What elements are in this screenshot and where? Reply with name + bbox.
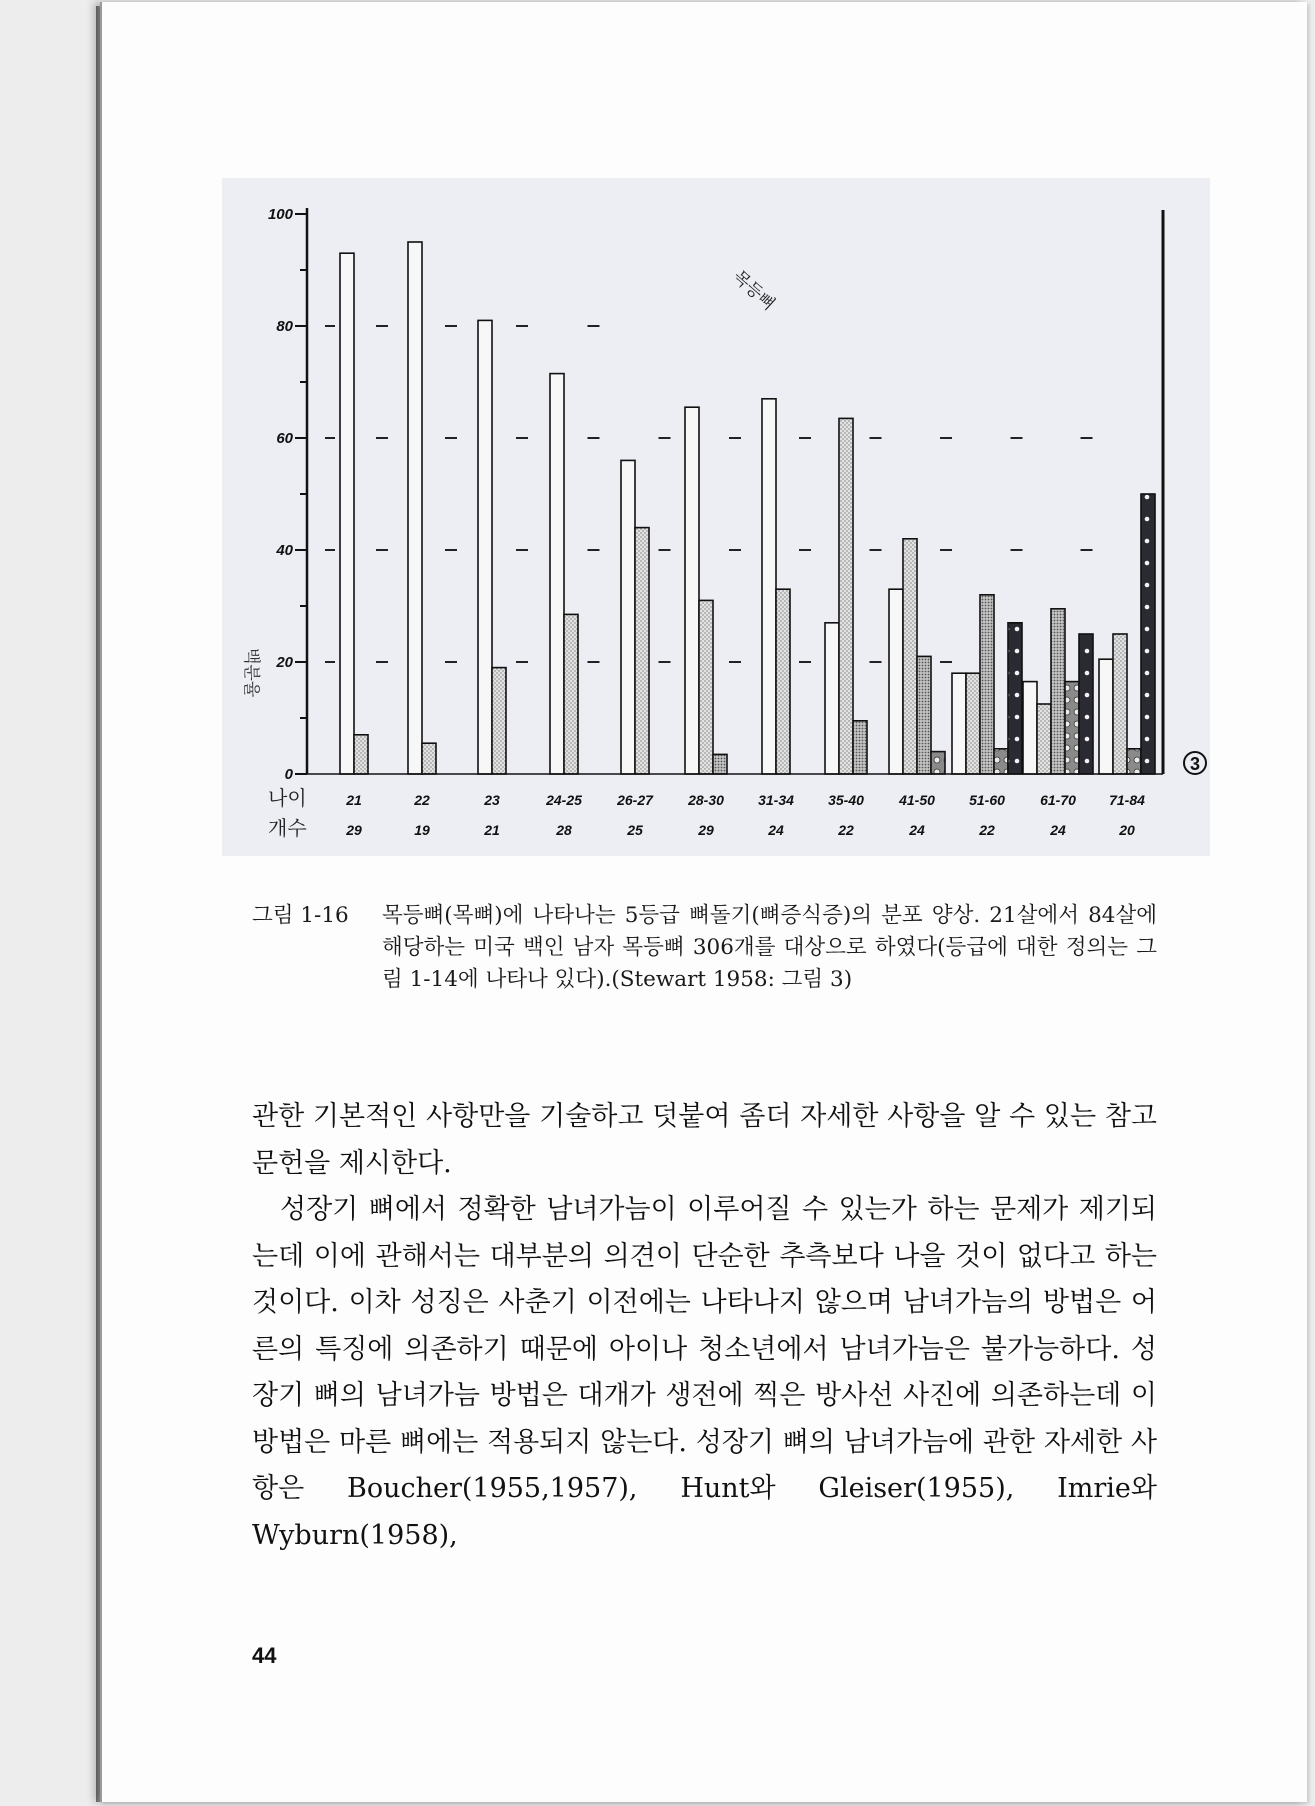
chart-vertical-label: 백분율 xyxy=(241,648,261,698)
bar-grade-4 xyxy=(1079,634,1093,774)
paragraph-2: 성장기 뼈에서 정확한 남녀가늠이 이루어질 수 있는가 하는 문제가 제기되는데 이에 관해서는 대부분의 의견이 단순한 추측보다 나을 것이 없다고 하는 것이다. 이차 성징은 사춘기 이전에는 나타나지 않으며 남녀가늠의 방법은 어른의 특징에 의존하기 때문에 아이나 청소년에서 남녀가늠은 불가능하다. 성장기 뼈의 남녀가늠 방법은 대개가 생전에 찍은 방사선 사진에 의존하는데 이 방법은 마른 뼈에는 적용되지 않는다. 성장기 뼈의 남녀가늠에 관한 자세한 사항은 Boucher(1955,1957), Hunt와 Gleiser(1955), Imrie와 Wyburn(1958), xyxy=(252,1194,1157,1551)
bar-grade-3 xyxy=(1127,749,1141,774)
figure-chart xyxy=(222,178,1210,856)
bar-grade-1 xyxy=(699,600,713,774)
bar-grade-4 xyxy=(1141,494,1155,774)
bar-grade-1 xyxy=(776,589,790,774)
bar-grade-0 xyxy=(340,253,354,774)
chart-layer xyxy=(268,206,1163,838)
x-tick-label: 26-27 xyxy=(617,792,653,808)
x-tick-label: 41-50 xyxy=(899,792,935,808)
count-label: 22 xyxy=(838,822,854,838)
bar-grade-1 xyxy=(354,735,368,774)
x-tick-label: 28-30 xyxy=(688,792,724,808)
y-tick-label: 100 xyxy=(267,206,293,223)
x-tick-label: 35-40 xyxy=(828,792,864,808)
grade-marker: 3 xyxy=(1189,754,1201,774)
body-text xyxy=(252,1094,1157,1559)
bar-grade-0 xyxy=(621,460,635,774)
bar-grade-2 xyxy=(917,656,931,774)
bar-grade-0 xyxy=(408,242,422,774)
count-label: 21 xyxy=(484,822,500,838)
x-tick-label: 24-25 xyxy=(546,792,582,808)
bar-grade-3 xyxy=(931,752,945,774)
bar-grade-1 xyxy=(1037,704,1051,774)
bar-grade-2 xyxy=(980,595,994,774)
bar-grade-1 xyxy=(635,528,649,774)
caption-label: 그림 1-16 xyxy=(252,903,349,928)
bar-grade-1 xyxy=(839,418,853,774)
bar-grade-0 xyxy=(1023,682,1037,774)
bar-grade-1 xyxy=(966,673,980,774)
x-tick-label: 51-60 xyxy=(969,792,1005,808)
bar-grade-2 xyxy=(853,721,867,774)
y-tick-label: 40 xyxy=(276,542,293,559)
row-label-count: 개수 xyxy=(268,816,307,840)
x-tick-label: 71-84 xyxy=(1109,792,1145,808)
count-label: 22 xyxy=(979,822,995,838)
y-tick-label: 20 xyxy=(276,654,293,671)
paragraph-1: 관한 기본적인 사항만을 기술하고 덧붙여 좀더 자세한 사항을 알 수 있는 참고문헌을 제시한다. xyxy=(252,1101,1157,1179)
bar-grade-1 xyxy=(492,668,506,774)
y-tick-label: 0 xyxy=(284,766,293,783)
x-tick-label: 31-34 xyxy=(758,792,794,808)
bar-grade-4 xyxy=(1008,623,1022,774)
count-label: 19 xyxy=(414,822,430,838)
bar-grade-1 xyxy=(1113,634,1127,774)
count-label: 24 xyxy=(1050,822,1066,838)
chart-cervical-label: 목등뼈 xyxy=(728,266,779,315)
count-label: 24 xyxy=(768,822,784,838)
count-label: 25 xyxy=(627,822,643,838)
x-tick-label: 22 xyxy=(414,792,430,808)
bar-grade-0 xyxy=(550,374,564,774)
bar-grade-0 xyxy=(478,320,492,774)
y-tick-label: 80 xyxy=(276,318,293,335)
bar-grade-3 xyxy=(994,749,1008,774)
page-number: 44 xyxy=(252,1643,277,1668)
x-tick-label: 23 xyxy=(484,792,500,808)
count-label: 29 xyxy=(698,822,714,838)
bar-grade-3 xyxy=(1065,682,1079,774)
x-tick-label: 61-70 xyxy=(1040,792,1076,808)
count-label: 29 xyxy=(346,822,362,838)
bar-grade-1 xyxy=(903,539,917,774)
caption-text: 목등뼈(목뼈)에 나타나는 5등급 뼈돌기(뼈증식증)의 분포 양상. 21살에서 84살에 해당하는 미국 백인 남자 목등뼈 306개를 대상으로 하였다(등급에 대한 정의는 그림 1-14에 나타나 있다).(Stewart 1958: 그림 3) xyxy=(382,903,1157,992)
bar-grade-2 xyxy=(1051,609,1065,774)
y-tick-label: 60 xyxy=(276,430,293,447)
bar-grade-0 xyxy=(889,589,903,774)
bar-grade-1 xyxy=(564,614,578,774)
bar-grade-0 xyxy=(952,673,966,774)
bar-grade-0 xyxy=(685,407,699,774)
bar-grade-1 xyxy=(422,743,436,774)
bar-grade-2 xyxy=(713,754,727,774)
count-label: 20 xyxy=(1119,822,1135,838)
bar-grade-0 xyxy=(762,399,776,774)
x-tick-label: 21 xyxy=(346,792,362,808)
bar-grade-0 xyxy=(1099,659,1113,774)
bar-chart xyxy=(222,178,1210,856)
figure-caption xyxy=(252,900,1157,996)
row-label-age: 나이 xyxy=(268,786,307,810)
count-label: 28 xyxy=(556,822,572,838)
bar-grade-0 xyxy=(825,623,839,774)
count-label: 24 xyxy=(909,822,925,838)
